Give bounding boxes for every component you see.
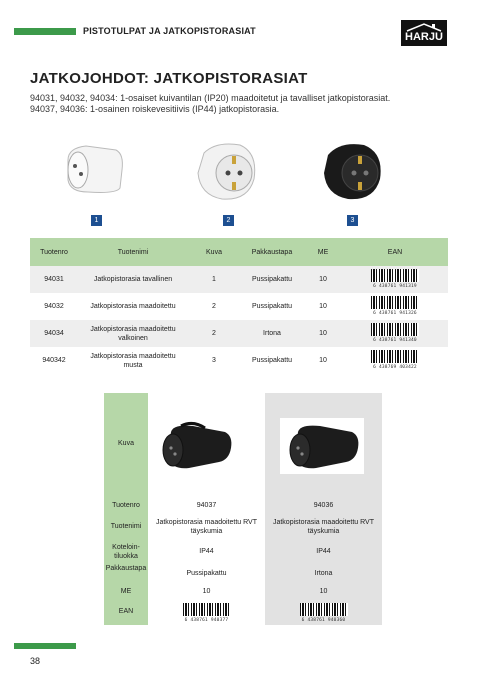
column-header: EAN [342,238,448,266]
ean-cell [342,293,448,320]
description-line-1: 94031, 94032, 94034: 1-osaiset kuivantilan (IP20) maadoitetut ja tavalliset jatkopistorasiat. [30,93,391,103]
spec-ean [265,603,382,625]
image-ref: 3 [212,357,216,364]
rubber-socket-icon [280,418,364,474]
spec-product-name: Jatkopistorasia maadoitettu RVT täyskumia [155,519,258,535]
image-number-badge: 2 [223,215,234,226]
spec-ean [150,603,263,625]
image-ref: 1 [188,266,240,293]
spec-label: Pakkaustapa [105,565,147,572]
white-grounded-socket-icon [192,135,264,205]
unit-quantity: 10 [319,357,327,364]
spec-label: EAN [118,608,134,615]
spec-label: ME [120,588,132,595]
spec-packaging: Irtona [314,570,333,577]
spec-product-name: Jatkopistorasia maadoitettu RVT täyskumia [272,519,375,535]
table-row [30,266,448,293]
image-ref: 2 [188,320,240,347]
barcode [183,603,231,625]
rubber-socket-icon [153,418,237,474]
top-accent-bar [14,28,76,35]
product-number: 940342 [42,357,66,364]
product-photo-94036 [280,418,364,474]
spec-product-number: 94037 [196,502,217,509]
barcode [371,269,419,291]
table-row [30,293,448,320]
image-ref: 2 [212,303,216,310]
unit-quantity: 10 [319,303,327,310]
ean-code: 6 438761 940377 [184,618,229,623]
product-photo-94037 [153,418,237,474]
product-name: Jatkopistorasia maadoitettu [90,303,176,310]
spec-label: Kuva [118,440,134,447]
ean-cell [342,320,448,347]
spec-label: Tuotenimi [110,523,142,530]
column-header: Kuva [188,238,240,266]
unit-quantity: 10 [304,320,342,347]
page-number: 38 [30,656,41,666]
ean-code: 6 438761 941319 [373,283,417,289]
harju-logo [401,20,447,46]
spec-enclosure-class: IP44 [316,548,331,555]
spec-enclosure-class: IP44 [199,548,214,555]
logo-text: HARJU [405,31,443,43]
barcode [371,296,419,318]
table-row [30,347,448,374]
roof-icon [405,22,443,32]
spec-label: Kotelointiluokka [112,544,140,560]
product-number: 94034 [30,320,78,347]
table-row [30,320,448,347]
spec-packaging: Pussipakattu [186,570,227,577]
column-header: Tuotenro [30,238,78,266]
product-name: Jatkopistorasia tavallinen [78,266,188,293]
bottom-accent-bar [14,643,76,649]
product-name: Jatkopistorasia maadoitettu valkoinen [78,320,188,347]
image-number-badge: 3 [347,215,358,226]
product-table [30,238,448,374]
packaging: Pussipakattu [240,266,304,293]
white-socket-icon [58,140,128,200]
ean-code: 6 438761 941326 [373,310,417,316]
black-grounded-socket-icon [318,135,390,205]
spec-unit-quantity: 10 [202,588,211,595]
spec-product-number: 94036 [313,502,334,509]
column-header: Tuotenimi [78,238,188,266]
product-number: 94032 [44,303,64,310]
ean-code: 6 438761 941340 [373,337,417,343]
ean-code: 6 438769 403422 [373,364,417,370]
image-number-badge: 1 [91,215,102,226]
description-line-2: 94037, 94036: 1-osainen roiskevesitiivis (IP44) jatkopistorasia. [30,104,280,114]
ean-cell [342,266,448,293]
description [30,93,390,115]
barcode [371,350,419,372]
spec-unit-quantity: 10 [319,588,328,595]
spec-label: Tuotenro [112,502,140,509]
packaging: Pussipakattu [251,303,293,310]
section-title: PISTOTULPAT JA JATKOPISTORASIAT [83,26,256,36]
barcode [300,603,348,625]
column-header: ME [304,238,342,266]
column-header: Pakkaustapa [240,238,304,266]
page-title: JATKOJOHDOT: JATKOPISTORASIAT [30,70,308,87]
packaging: Pussipakattu [251,357,293,364]
unit-quantity: 10 [304,266,342,293]
ean-code: 6 438761 940360 [301,618,346,623]
packaging: Irtona [240,320,304,347]
product-name: Jatkopistorasia maadoitettu musta [90,352,176,369]
barcode [371,323,419,345]
product-number: 94031 [30,266,78,293]
ean-cell [342,347,448,374]
